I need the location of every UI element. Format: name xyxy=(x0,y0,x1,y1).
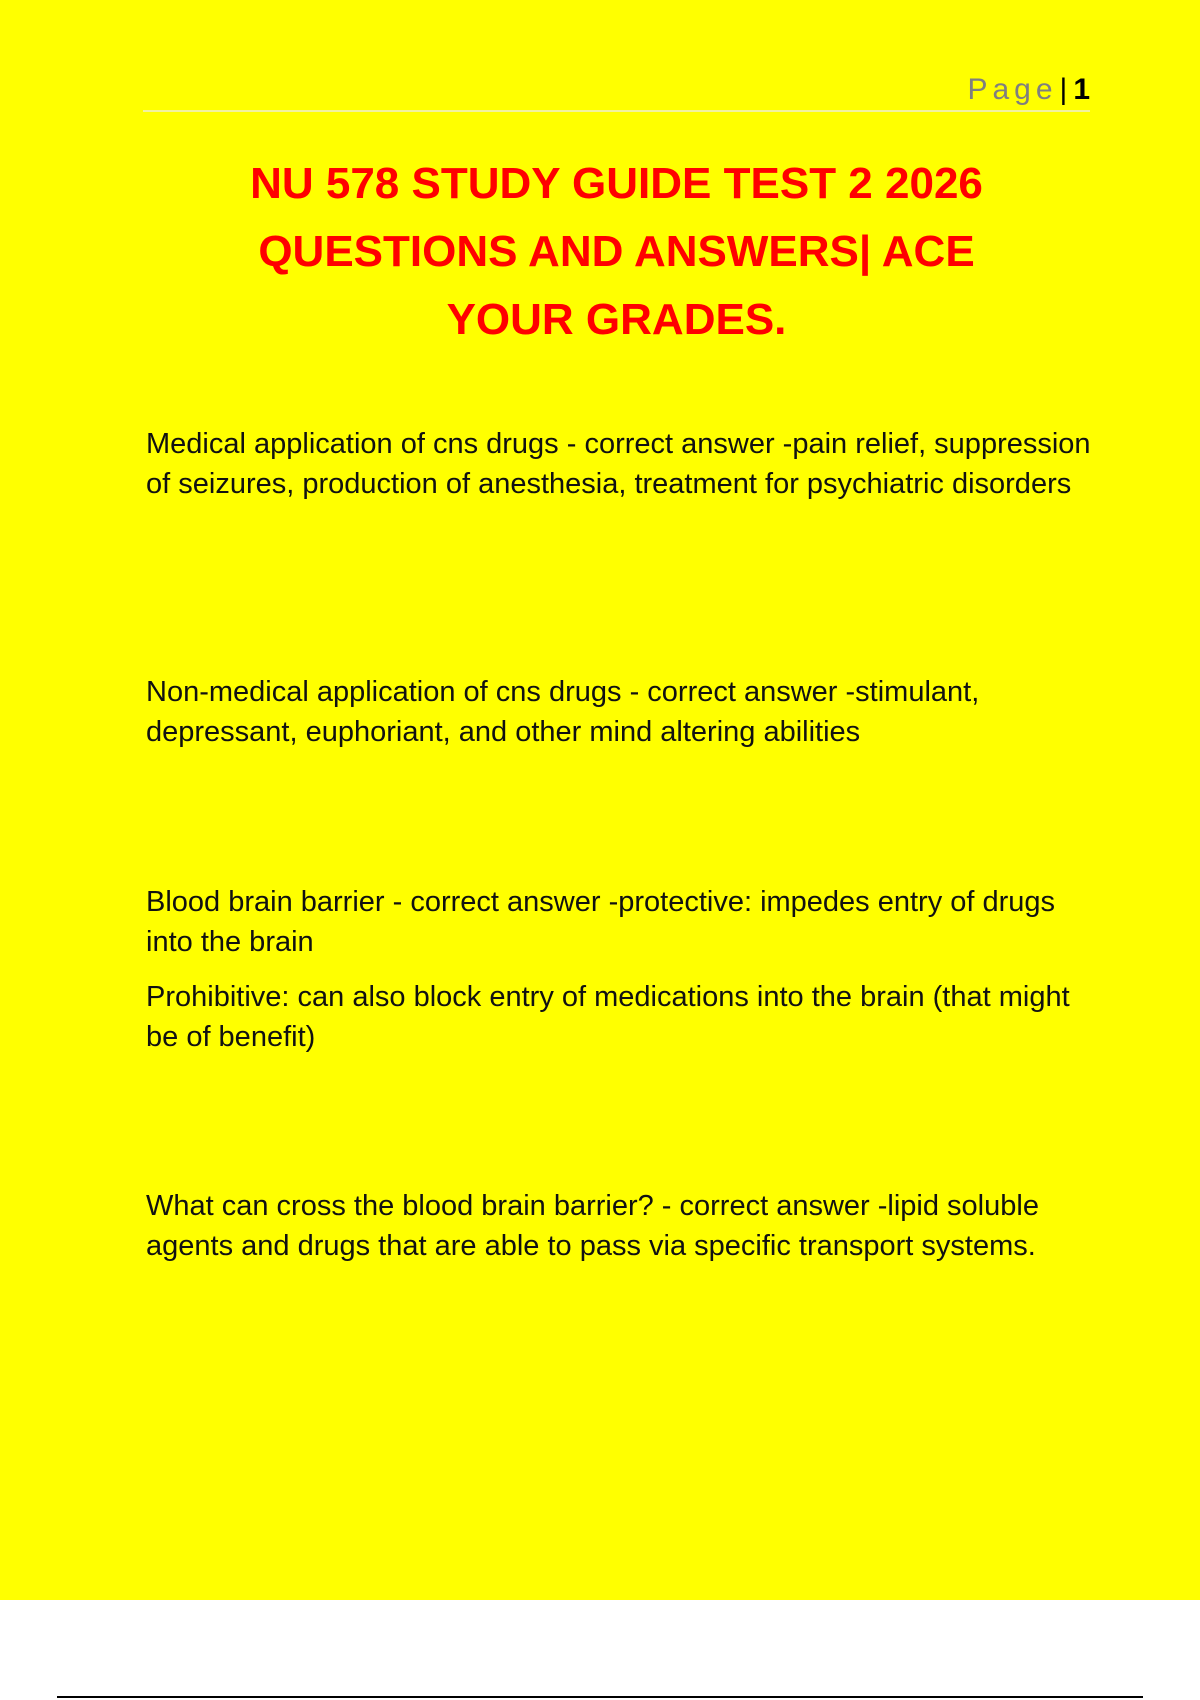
page-header xyxy=(143,70,1090,112)
footer-rule xyxy=(57,1696,1143,1698)
qa-item: Blood brain barrier - correct answer -protective: impedes entry of drugs into the brain xyxy=(146,886,1056,958)
title-line: NU 578 STUDY GUIDE TEST 2 2026 xyxy=(250,159,983,208)
title-line: QUESTIONS AND ANSWERS| ACE xyxy=(258,227,975,276)
qa-item-continuation: Prohibitive: can also block entry of medications into the brain (that might be of benefit) xyxy=(146,981,1070,1053)
qa-item: Medical application of cns drugs - correct answer -pain relief, suppression of seizures, production of anesthesia, treatment for psychiatric disorders xyxy=(146,428,1091,500)
qa-item: Non-medical application of cns drugs - correct answer -stimulant, depressant, euphoriant, and other mind altering abilities xyxy=(146,676,980,748)
page-separator: | xyxy=(1059,73,1068,106)
qa-item: What can cross the blood brain barrier? - correct answer -lipid soluble agents and drugs that are able to pass via specific transport systems. xyxy=(146,1190,1039,1262)
page-label: Page xyxy=(967,73,1058,106)
title-line: YOUR GRADES. xyxy=(446,295,787,344)
page-number: 1 xyxy=(1073,73,1090,106)
document-title xyxy=(143,150,1090,354)
